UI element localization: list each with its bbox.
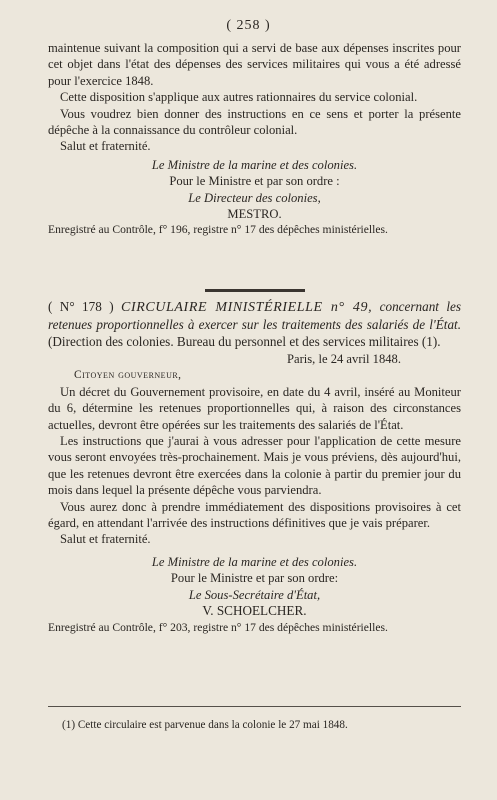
circular-direction: (Direction des colonies. Bureau du personnel et des services militaires (1). — [48, 334, 441, 349]
paragraph: Un décret du Gouvernement provisoire, en date du 4 avril, inséré au Moniteur du 6, détermine les retenues proportionnelles qui, à raison des circonstances actuelles, devront être opérées sur les traitements des salariés de l'État. — [48, 384, 461, 432]
signature-name: MESTRO. — [227, 207, 282, 222]
footnote-rule — [48, 706, 461, 707]
paragraph: maintenue suivant la composition qui a servi de base aux dépenses inscrites pour cet objet dans l'état des dépenses des services militaires qui vous a été adressé pour l'exercice 1848. — [48, 41, 461, 88]
footnote: (1) Cette circulaire est parvenue dans la colonie le 27 mai 1848. — [62, 719, 348, 731]
signature-name: V. SCHOELCHER. — [202, 603, 307, 619]
paragraph: Cette disposition s'applique aux autres rationnaires du service colonial. — [60, 90, 418, 105]
closing: Salut et fraternité. — [60, 532, 151, 547]
signature-order: Pour le Ministre et par son ordre: — [170, 571, 339, 586]
paragraph: Vous voudrez bien donner des instructions en ce sens et porter la présente dépêche à la connaissance du contrôleur colonial. — [48, 106, 461, 138]
signature-director: Le Directeur des colonies, — [188, 190, 321, 205]
circular-heading — [48, 298, 461, 350]
circular-number: ( N° 178 ) — [48, 299, 114, 314]
signature-role: Le Sous-Secrétaire d'État, — [188, 587, 321, 602]
paragraph: Vous aurez donc à prendre immédiatement des dispositions provisoires à cet égard, en attendant l'arrivée des instructions définitives que je vais préparer. — [48, 499, 461, 531]
closing: Salut et fraternité. — [60, 139, 151, 154]
circular-title: CIRCULAIRE MINISTÉRIELLE n° 49, — [121, 300, 373, 315]
paragraph: Les instructions que j'aurai à vous adresser pour l'application de cette mesure vous seront envoyées très-prochainement. Mais je vous préviens, dès aujourd'hui, que les retenues devront être exercées dans la colonie à partir du premier jour du mois dans lequel la présente dépêche vous parviendra. — [48, 434, 461, 498]
page-number: ( 258 ) — [226, 18, 271, 33]
salutation: Citoyen gouverneur, — [74, 369, 182, 382]
place-date: Paris, le 24 avril 1848. — [286, 352, 401, 366]
circular-subject: concernant les retenues proportionnelles à exercer sur les traitements des salariés de l'État. — [48, 299, 462, 332]
registry-note: Enregistré au Contrôle, f° 196, registre n° 17 des dépêches ministérielles. — [48, 223, 388, 237]
registry-note: Enregistré au Contrôle, f° 203, registre n° 17 des dépêches ministérielles. — [48, 620, 388, 634]
signature-order: Pour le Ministre et par son ordre : — [169, 174, 340, 189]
previous-letter — [48, 40, 461, 239]
circular — [48, 298, 461, 636]
signature-minister: Le Ministre de la marine et des colonies. — [151, 157, 358, 172]
signature-minister: Le Ministre de la marine et des colonies. — [151, 554, 358, 569]
section-divider — [205, 289, 305, 292]
